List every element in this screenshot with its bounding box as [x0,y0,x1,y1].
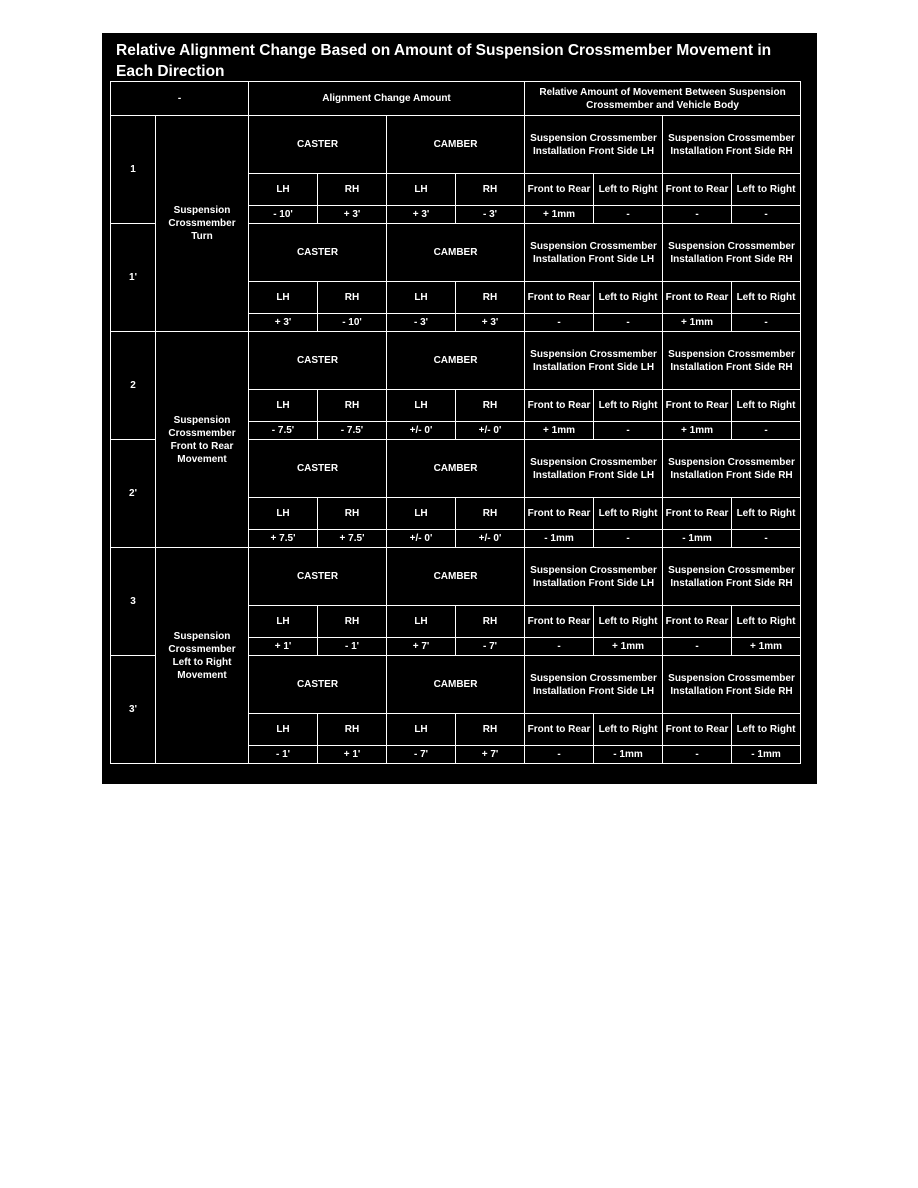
camber-rh-value: + 7' [456,746,525,764]
caster-lh-value: + 3' [249,314,318,332]
install-front-side-lh-header: Suspension Crossmember Installation Front Side LH [525,116,663,174]
rh-front-to-rear-value: - [663,746,732,764]
lh-left-to-right-header: Left to Right [594,282,663,314]
caster-rh-value: - 1' [318,638,387,656]
alignment-document [102,33,817,784]
camber-rh-header: RH [456,714,525,746]
group-name: Suspension Crossmember Front to Rear Movement [156,332,249,548]
install-front-side-rh-header: Suspension Crossmember Installation Front Side RH [663,440,801,498]
rh-left-to-right-header: Left to Right [732,282,801,314]
camber-rh-value: - 3' [456,206,525,224]
caster-lh-header: LH [249,498,318,530]
install-front-side-lh-header: Suspension Crossmember Installation Front Side LH [525,332,663,390]
rh-left-to-right-header: Left to Right [732,498,801,530]
rh-left-to-right-value: + 1mm [732,638,801,656]
alignment-table [110,81,801,764]
caster-header: CASTER [249,440,387,498]
lh-front-to-rear-header: Front to Rear [525,282,594,314]
camber-rh-value: + 3' [456,314,525,332]
lh-left-to-right-header: Left to Right [594,714,663,746]
group-name: Suspension Crossmember Left to Right Movement [156,548,249,764]
rh-front-to-rear-header: Front to Rear [663,498,732,530]
rh-left-to-right-header: Left to Right [732,390,801,422]
install-front-side-rh-header: Suspension Crossmember Installation Front Side RH [663,656,801,714]
lh-left-to-right-value: - [594,314,663,332]
camber-rh-value: - 7' [456,638,525,656]
lh-left-to-right-header: Left to Right [594,606,663,638]
document-title: Relative Alignment Change Based on Amount of Suspension Crossmember Movement in Each Direction [116,42,772,80]
header-alignment-change: Alignment Change Amount [249,82,525,116]
row-id: 2 [111,332,156,440]
lh-left-to-right-header: Left to Right [594,174,663,206]
rh-left-to-right-value: - 1mm [732,746,801,764]
camber-header: CAMBER [387,656,525,714]
caster-lh-value: - 10' [249,206,318,224]
lh-left-to-right-value: - [594,422,663,440]
camber-rh-header: RH [456,606,525,638]
rh-front-to-rear-value: - [663,638,732,656]
header-relative-movement: Relative Amount of Movement Between Suspension Crossmember and Vehicle Body [525,82,801,116]
rh-front-to-rear-value: + 1mm [663,422,732,440]
rh-front-to-rear-header: Front to Rear [663,174,732,206]
lh-front-to-rear-header: Front to Rear [525,390,594,422]
rh-left-to-right-value: - [732,530,801,548]
caster-rh-header: RH [318,282,387,314]
caster-header: CASTER [249,656,387,714]
camber-rh-header: RH [456,174,525,206]
rh-front-to-rear-header: Front to Rear [663,714,732,746]
install-front-side-lh-header: Suspension Crossmember Installation Front Side LH [525,548,663,606]
camber-lh-value: +/- 0' [387,422,456,440]
rh-left-to-right-header: Left to Right [732,606,801,638]
install-front-side-lh-header: Suspension Crossmember Installation Front Side LH [525,656,663,714]
camber-rh-value: +/- 0' [456,422,525,440]
camber-lh-value: + 3' [387,206,456,224]
row-id: 1 [111,116,156,224]
caster-lh-value: + 7.5' [249,530,318,548]
rh-front-to-rear-value: - [663,206,732,224]
rh-front-to-rear-header: Front to Rear [663,390,732,422]
caster-lh-header: LH [249,174,318,206]
row-id: 3' [111,656,156,764]
header-dash: - [111,82,249,116]
rh-front-to-rear-value: + 1mm [663,314,732,332]
caster-rh-value: + 1' [318,746,387,764]
caster-lh-value: - 1' [249,746,318,764]
lh-front-to-rear-value: - [525,746,594,764]
lh-left-to-right-header: Left to Right [594,390,663,422]
rh-left-to-right-header: Left to Right [732,714,801,746]
caster-lh-header: LH [249,282,318,314]
camber-rh-header: RH [456,282,525,314]
rh-left-to-right-value: - [732,206,801,224]
header-row [111,82,801,116]
lh-front-to-rear-value: - [525,638,594,656]
rh-front-to-rear-header: Front to Rear [663,606,732,638]
caster-rh-header: RH [318,174,387,206]
camber-header: CAMBER [387,224,525,282]
lh-front-to-rear-header: Front to Rear [525,606,594,638]
camber-lh-value: - 3' [387,314,456,332]
camber-lh-value: - 7' [387,746,456,764]
block-header-row [111,548,801,606]
caster-header: CASTER [249,548,387,606]
lh-front-to-rear-value: - [525,314,594,332]
row-id: 1' [111,224,156,332]
row-id: 3 [111,548,156,656]
caster-rh-header: RH [318,714,387,746]
lh-front-to-rear-header: Front to Rear [525,498,594,530]
camber-lh-header: LH [387,174,456,206]
install-front-side-lh-header: Suspension Crossmember Installation Front Side LH [525,440,663,498]
install-front-side-rh-header: Suspension Crossmember Installation Front Side RH [663,116,801,174]
camber-header: CAMBER [387,332,525,390]
camber-lh-header: LH [387,714,456,746]
lh-front-to-rear-header: Front to Rear [525,714,594,746]
camber-lh-header: LH [387,606,456,638]
block-header-row [111,332,801,390]
caster-lh-header: LH [249,606,318,638]
camber-header: CAMBER [387,116,525,174]
block-header-row [111,116,801,174]
caster-header: CASTER [249,332,387,390]
lh-left-to-right-value: - 1mm [594,746,663,764]
lh-left-to-right-value: - [594,530,663,548]
camber-lh-value: + 7' [387,638,456,656]
lh-front-to-rear-header: Front to Rear [525,174,594,206]
camber-lh-header: LH [387,498,456,530]
caster-rh-value: - 7.5' [318,422,387,440]
lh-front-to-rear-value: - 1mm [525,530,594,548]
lh-left-to-right-value: - [594,206,663,224]
row-id: 2' [111,440,156,548]
install-front-side-lh-header: Suspension Crossmember Installation Front Side LH [525,224,663,282]
camber-lh-header: LH [387,390,456,422]
lh-left-to-right-header: Left to Right [594,498,663,530]
install-front-side-rh-header: Suspension Crossmember Installation Front Side RH [663,224,801,282]
camber-lh-header: LH [387,282,456,314]
caster-lh-header: LH [249,390,318,422]
lh-front-to-rear-value: + 1mm [525,206,594,224]
rh-left-to-right-header: Left to Right [732,174,801,206]
camber-lh-value: +/- 0' [387,530,456,548]
caster-header: CASTER [249,116,387,174]
group-name: Suspension Crossmember Turn [156,116,249,332]
rh-left-to-right-value: - [732,422,801,440]
rh-front-to-rear-header: Front to Rear [663,282,732,314]
caster-rh-header: RH [318,498,387,530]
camber-header: CAMBER [387,548,525,606]
rh-front-to-rear-value: - 1mm [663,530,732,548]
install-front-side-rh-header: Suspension Crossmember Installation Front Side RH [663,332,801,390]
caster-lh-header: LH [249,714,318,746]
caster-rh-value: - 10' [318,314,387,332]
install-front-side-rh-header: Suspension Crossmember Installation Front Side RH [663,548,801,606]
camber-rh-header: RH [456,390,525,422]
camber-rh-header: RH [456,498,525,530]
lh-left-to-right-value: + 1mm [594,638,663,656]
lh-front-to-rear-value: + 1mm [525,422,594,440]
caster-lh-value: - 7.5' [249,422,318,440]
caster-rh-header: RH [318,606,387,638]
camber-rh-value: +/- 0' [456,530,525,548]
caster-header: CASTER [249,224,387,282]
caster-lh-value: + 1' [249,638,318,656]
rh-left-to-right-value: - [732,314,801,332]
caster-rh-header: RH [318,390,387,422]
caster-rh-value: + 7.5' [318,530,387,548]
camber-header: CAMBER [387,440,525,498]
caster-rh-value: + 3' [318,206,387,224]
